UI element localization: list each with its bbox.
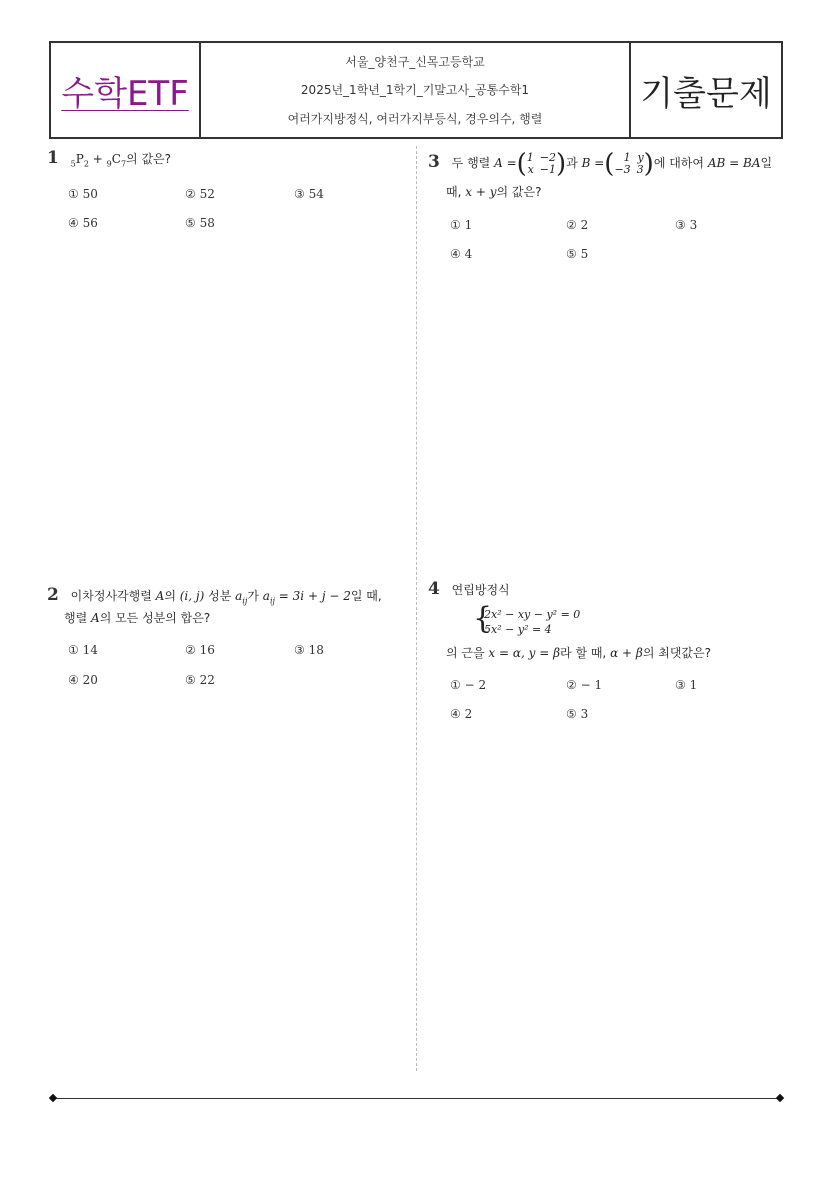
matrix-a: ( 1 −2 x −1 ) — [516, 148, 567, 179]
exam-header — [49, 41, 783, 139]
question-number: 3 — [428, 152, 440, 172]
school-name: 서울_양천구_신목고등학교 — [345, 54, 485, 69]
exam-info — [201, 43, 631, 137]
choice-2[interactable]: ② 52 — [185, 187, 215, 201]
logo-cell — [51, 43, 201, 137]
footer-right-diamond — [776, 1094, 784, 1102]
column-divider — [416, 146, 417, 1071]
choice-3[interactable]: ③ 1 — [675, 678, 698, 692]
q1-expression: $_5P_2 + _9C_7$ — [70, 152, 127, 169]
page-title: 기출문제 — [640, 73, 772, 114]
logo: 수학ETF — [61, 73, 189, 114]
equation-1: 2x² − xy − y² = 0 — [484, 608, 581, 621]
footer-left-diamond — [49, 1094, 57, 1102]
matrix-b: ( 1 y −3 3 ) — [604, 148, 654, 179]
choice-3[interactable]: ③ 54 — [294, 187, 324, 201]
footer-rule — [53, 1098, 780, 1099]
question-number: 1 — [47, 148, 59, 168]
choice-1[interactable]: ① 14 — [68, 643, 98, 657]
question-1 — [47, 147, 171, 175]
exam-name: 2025년_1학년_1학기_기말고사_공통수학1 — [300, 83, 530, 98]
exam-topics: 여러가지방정식, 여러가지부등식, 경우의수, 행렬 — [287, 112, 543, 127]
choice-1[interactable]: ① 50 — [68, 187, 98, 201]
choice-4[interactable]: ④ 4 — [450, 247, 473, 261]
choice-1[interactable]: ① − 2 — [450, 678, 487, 692]
equation-system — [484, 607, 580, 637]
question-text: 의 값은? — [126, 152, 171, 166]
choice-5[interactable]: ⑤ 5 — [566, 247, 589, 261]
choice-2[interactable]: ② 2 — [566, 218, 589, 232]
question-4: 4 연립방정식 — [428, 579, 510, 599]
choice-2[interactable]: ② 16 — [185, 643, 215, 657]
choice-5[interactable]: ⑤ 58 — [185, 216, 215, 230]
choice-4[interactable]: ④ 56 — [68, 216, 98, 230]
question-4-line-2: 의 근을 x = α, y = β라 할 때, α + β의 최댓값은? — [446, 646, 711, 660]
question-2: 2 이차정사각행렬 A의 (i, j) 성분 $a_{ij}$가 $a_{ij} = 3i + j - 2$일 때, — [47, 585, 382, 606]
choice-4[interactable]: ④ 2 — [450, 707, 473, 721]
choice-1[interactable]: ① 1 — [450, 218, 473, 232]
choice-3[interactable]: ③ 3 — [675, 218, 698, 232]
question-3: 3 두 행렬 A = ( 1 −2 x −1 ) 과 B = ( 1 y −3 3 ) 에 대하여 AB = BA일 — [428, 148, 773, 179]
choice-5[interactable]: ⑤ 3 — [566, 707, 589, 721]
question-number: 2 — [47, 585, 59, 605]
choice-4[interactable]: ④ 20 — [68, 673, 98, 687]
system-brace: { — [473, 601, 493, 636]
question-2-line-2: 행렬 A의 모든 성분의 합은? — [64, 611, 211, 625]
equation-2: 5x² − y² = 4 — [484, 623, 552, 636]
choice-2[interactable]: ② − 1 — [566, 678, 603, 692]
question-3-line-2: 때, x + y의 값은? — [446, 185, 542, 199]
choice-3[interactable]: ③ 18 — [294, 643, 324, 657]
choice-5[interactable]: ⑤ 22 — [185, 673, 215, 687]
question-number: 4 — [428, 579, 440, 599]
